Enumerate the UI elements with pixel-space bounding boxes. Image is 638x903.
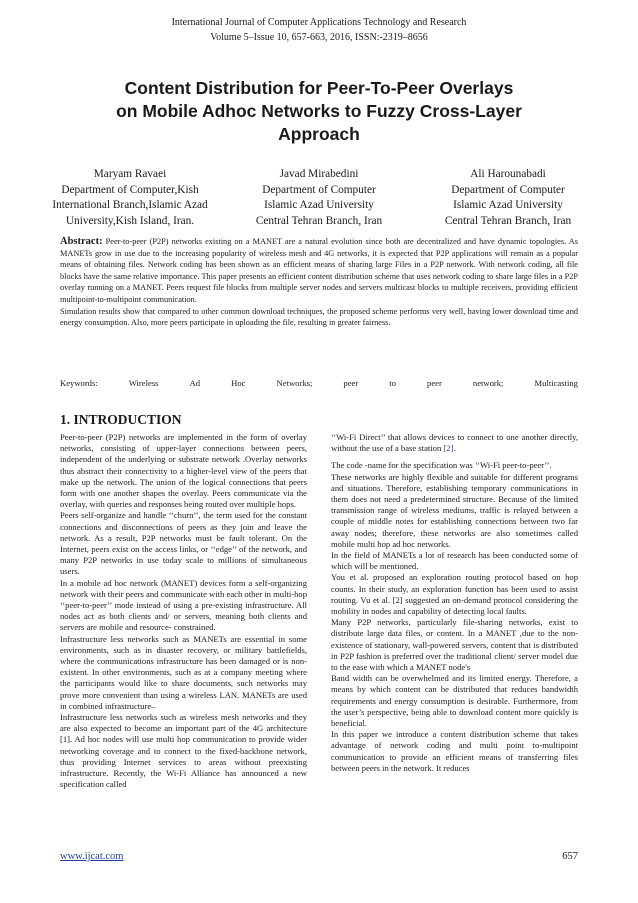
author-place: Central Tehran Branch, Iran — [444, 214, 572, 227]
body-paragraph: Peer-to-peer (P2P) networks are implemented in the form of overlay networks, consisting of upper-layer connections between peers, independent of the underlying or substrate network .Overlay networks thus abstract their connectivity to a higher-level view of the peers that make up the network. The union of the logical connections that peers form with one another shapes the overlay. Peers communicate via the overlay, with queries and responses being routed over multiple hops. — [60, 432, 307, 510]
author-1 — [30, 167, 230, 229]
abstract-paragraph-1 — [60, 236, 578, 306]
keyword-token: peer — [343, 378, 359, 388]
keyword-token: Networks; — [276, 378, 313, 388]
citation-link[interactable]: [2] — [443, 443, 454, 454]
author-dept: Department of Computer — [451, 183, 565, 196]
body-text: ‘‘Wi-Fi Direct’’ that allows devices to connect to one another directly, without the use of a base station — [331, 432, 578, 454]
author-3 — [408, 167, 608, 229]
body-paragraph: In the field of MANETs a lot of research has been conducted some of which will be mentioned. — [331, 550, 578, 572]
keyword-token: peer — [427, 378, 442, 388]
keyword-token: Ad — [189, 378, 201, 388]
abstract-text-1: Peer-to-peer (P2P) networks existing on a MANET are a natural evolution since both are decentralized and have dynamic topologies. As MANETs grow in use due to the increasing popularity of wireless mesh and 4G networks, it is expected that P2P applications will remain as a popular means of obtaining files. Network coding has been shown as an efficient means of sharing large Files in a P2P network. With network coding, all file blocks have the same relative importance. This paper presents an efficient content distribution scheme that uses network coding to share large files in a P2P overlay running on a MANET. Peers request file blocks from multiple server nodes and servers multicast blocks to multiple receivers, providing efficient multipoint-to-multipoint communication. — [60, 237, 578, 304]
keyword-token: Hoc — [231, 378, 246, 388]
body-paragraph: In this paper we introduce a content distribution scheme that takes advantage of network coding and multi point to-multipoint communication to provide an efficient means of transferring files between peers in the network. It reduces — [331, 729, 578, 773]
author-org: International Branch,Islamic Azad — [52, 199, 208, 211]
body-paragraph: These networks are highly flexible and suitable for different programs and situations. Therefore, establishing temporary communications in them does not need a predetermined structure. Because of the limited transmission range of wireless mediums, traffic is relayed between a couple of middle notes for establishing connections between two far away nodes; therefore, these networks are also sometimes called mobile multi hop ad hoc networks. — [331, 471, 578, 549]
author-org: Islamic Azad University — [453, 199, 563, 211]
journal-header — [0, 15, 638, 45]
body-paragraph: In a mobile ad hoc network (MANET) devices form a self-organizing network with their peers and communicate with each other in multi-hop ‘‘peer-to-peer’’ mode instead of using a pre-existing infrastructure. All nodes act as both clients and/ or servers, meaning both clients and servers are mobile and resource- constrained. — [60, 577, 307, 633]
body-paragraph: The code -name for the specification was ‘‘Wi-Fi peer-to-peer’’. — [331, 460, 552, 471]
author-dept: Department of Computer — [262, 183, 376, 196]
body-paragraph: Peers self-organize and handle ‘‘churn’’, the term used for the constant connections and disconnections of peers as they join and leave the network. As a result, P2P networks must be fault tolerant. On the Internet, peers exist on the access links, or ‘‘edge’’ of the network, and many P2P networks in use today scale to millions of simultaneous users. — [60, 510, 307, 577]
keyword-token: Multicasting — [534, 378, 578, 388]
body-paragraph: Many P2P networks, particularly file-sharing networks, exist to distribute large data files, or content. In a MANET ,due to the non-existence of stationary, wall-powered servers, content that is distributed in P2P fashion is preferred over the traditional client/ server model due to the ease with which a MANET node's — [331, 617, 578, 673]
author-name: Ali Harounabadi — [470, 168, 546, 180]
keyword-token: network; — [472, 378, 504, 388]
body-paragraph: You et al. proposed an exploration routing protocol based on hop counts. In their study, an exploration function has been used to assist routing. Vu et al. [2] suggested an on-demand protocol considering the mobility in nodes and capability of detecting local faults. — [331, 572, 578, 617]
keyword-token: Keywords: — [60, 378, 98, 388]
author-dept: Department of Computer,Kish — [61, 183, 199, 196]
body-paragraph: Infrastructure less networks such as wireless mesh networks and they are also expected to become an important part of the 4G architecture [1]. Ad hoc nodes will use multi hop communication to provide wider networking coverage and to connect to the fixed-backbone network, thus providing Internet services to areas without preexisting infrastructure. Recently, the Wi-Fi Alliance has announced a new specification called — [60, 712, 307, 790]
abstract-paragraph-2: Simulation results show that compared to other common download techniques, the proposed scheme performs very well, having lower download time and energy consumption. Also, more peers participate in uploading the file, resulting in greater fairness. — [60, 306, 578, 328]
author-org: Islamic Azad University — [264, 199, 374, 211]
body-text: . — [453, 443, 456, 454]
author-name: Javad Mirabedini — [279, 168, 359, 180]
title-line-3: Approach — [278, 124, 360, 144]
section-heading-introduction: 1. INTRODUCTION — [60, 412, 182, 427]
author-2 — [219, 167, 419, 229]
author-place: Central Tehran Branch, Iran — [255, 214, 383, 227]
keyword-token: to — [389, 378, 396, 388]
keywords-line — [60, 378, 578, 389]
footer-url-link[interactable]: www.ijcat.com — [60, 851, 124, 862]
left-column — [60, 432, 307, 791]
journal-volume: Volume 5–Issue 10, 657-663, 2016, ISSN:-2319–8656 — [210, 32, 428, 43]
abstract — [60, 236, 578, 329]
abstract-label: Abstract: — [60, 236, 103, 247]
page-number: 657 — [562, 851, 578, 862]
body-paragraph: Band width can be overwhelmed and its limited energy. Therefore, a means by which content can be distributed that reduces bandwidth requirements and energy consumption is desirable. Furthermore, from the user’s perspective, being able to download content more quickly is beneficial. — [331, 673, 578, 729]
journal-name: International Journal of Computer Applications Technology and Research — [171, 17, 467, 28]
right-column — [331, 432, 578, 774]
author-place: University,Kish Island, Iran. — [65, 214, 195, 227]
title-line-2: on Mobile Adhoc Networks to Fuzzy Cross-Layer — [116, 101, 522, 121]
body-paragraph — [331, 432, 578, 454]
keyword-token: Wireless — [128, 378, 159, 388]
title-line-1: Content Distribution for Peer-To-Peer Overlays — [124, 78, 514, 98]
body-paragraph: Infrastructure less networks such as MANETs are essential in some environments, such as in disaster recovery, or military battlefields, where the communications infrastructure has been damaged or is non-existent. In other environments, such as at a company meeting where the participants would like to share documents, such networks may prove more convenient than using a wireless LAN. MANETs are used in combined infrastructure– — [60, 633, 307, 711]
author-name: Maryam Ravaei — [93, 168, 167, 180]
paper-title — [60, 77, 578, 146]
